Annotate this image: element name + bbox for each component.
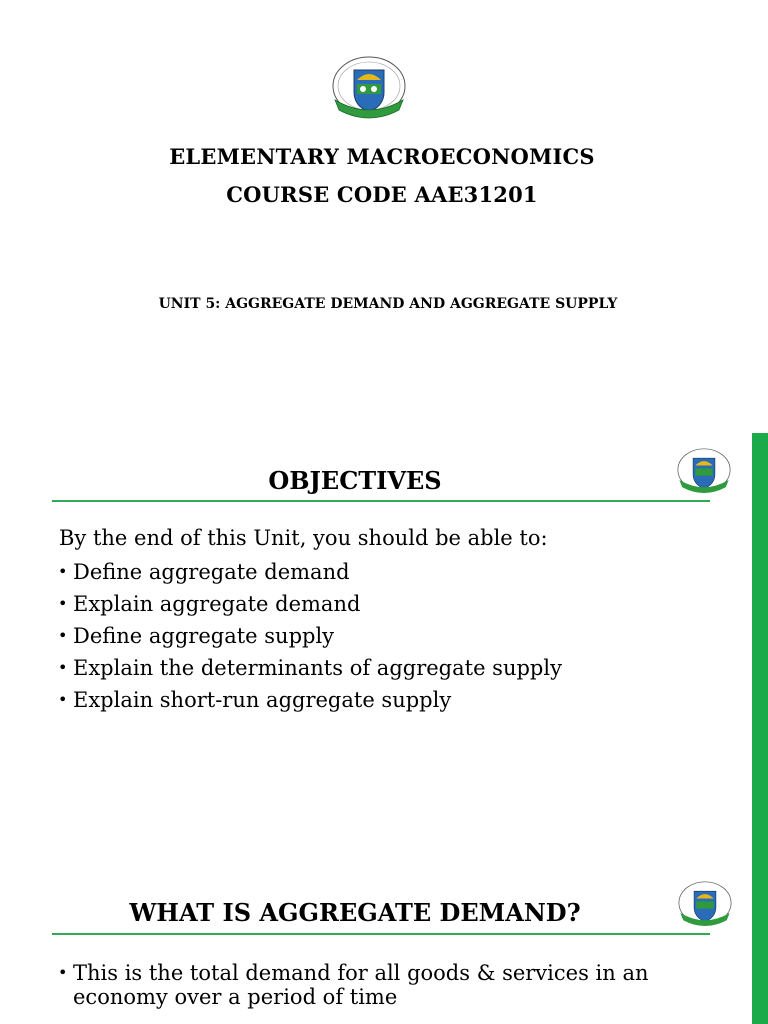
objectives-intro: By the end of this Unit, you should be able to: <box>59 526 548 550</box>
bullet-dot: • <box>58 562 68 581</box>
bullet-dot: • <box>58 658 68 677</box>
bullet-dot: • <box>58 626 68 645</box>
list-item: • Explain aggregate demand <box>58 588 562 620</box>
objectives-heading: OBJECTIVES <box>268 466 442 495</box>
title-slide <box>0 0 768 430</box>
list-item: • Explain the determinants of aggregate supply <box>58 652 562 684</box>
objectives-list <box>58 556 562 716</box>
list-item: • Explain short-run aggregate supply <box>58 684 562 716</box>
aggregate-demand-list <box>58 961 713 1009</box>
unit-title: UNIT 5: AGGREGATE DEMAND AND AGGREGATE SUPPLY <box>158 296 618 312</box>
heading-underline <box>52 500 710 502</box>
list-item: • Define aggregate supply <box>58 620 562 652</box>
heading-underline <box>52 933 710 935</box>
list-item: • This is the total demand for all goods & services in an economy over a period of time <box>58 961 649 1009</box>
bullet-dot: • <box>58 594 68 613</box>
university-crest-icon <box>676 880 734 930</box>
aggregate-demand-slide <box>0 866 768 1024</box>
aggregate-demand-heading: WHAT IS AGGREGATE DEMAND? <box>129 898 581 927</box>
bullet-dot: • <box>58 690 68 709</box>
objectives-slide <box>0 433 768 843</box>
bullet-dot: • <box>58 963 68 982</box>
list-item: • Define aggregate demand <box>58 556 562 588</box>
university-crest-icon <box>329 56 409 122</box>
course-title: ELEMENTARY MACROECONOMICS <box>169 144 595 169</box>
university-crest-icon <box>675 447 733 497</box>
course-code: COURSE CODE AAE31201 <box>226 182 538 207</box>
